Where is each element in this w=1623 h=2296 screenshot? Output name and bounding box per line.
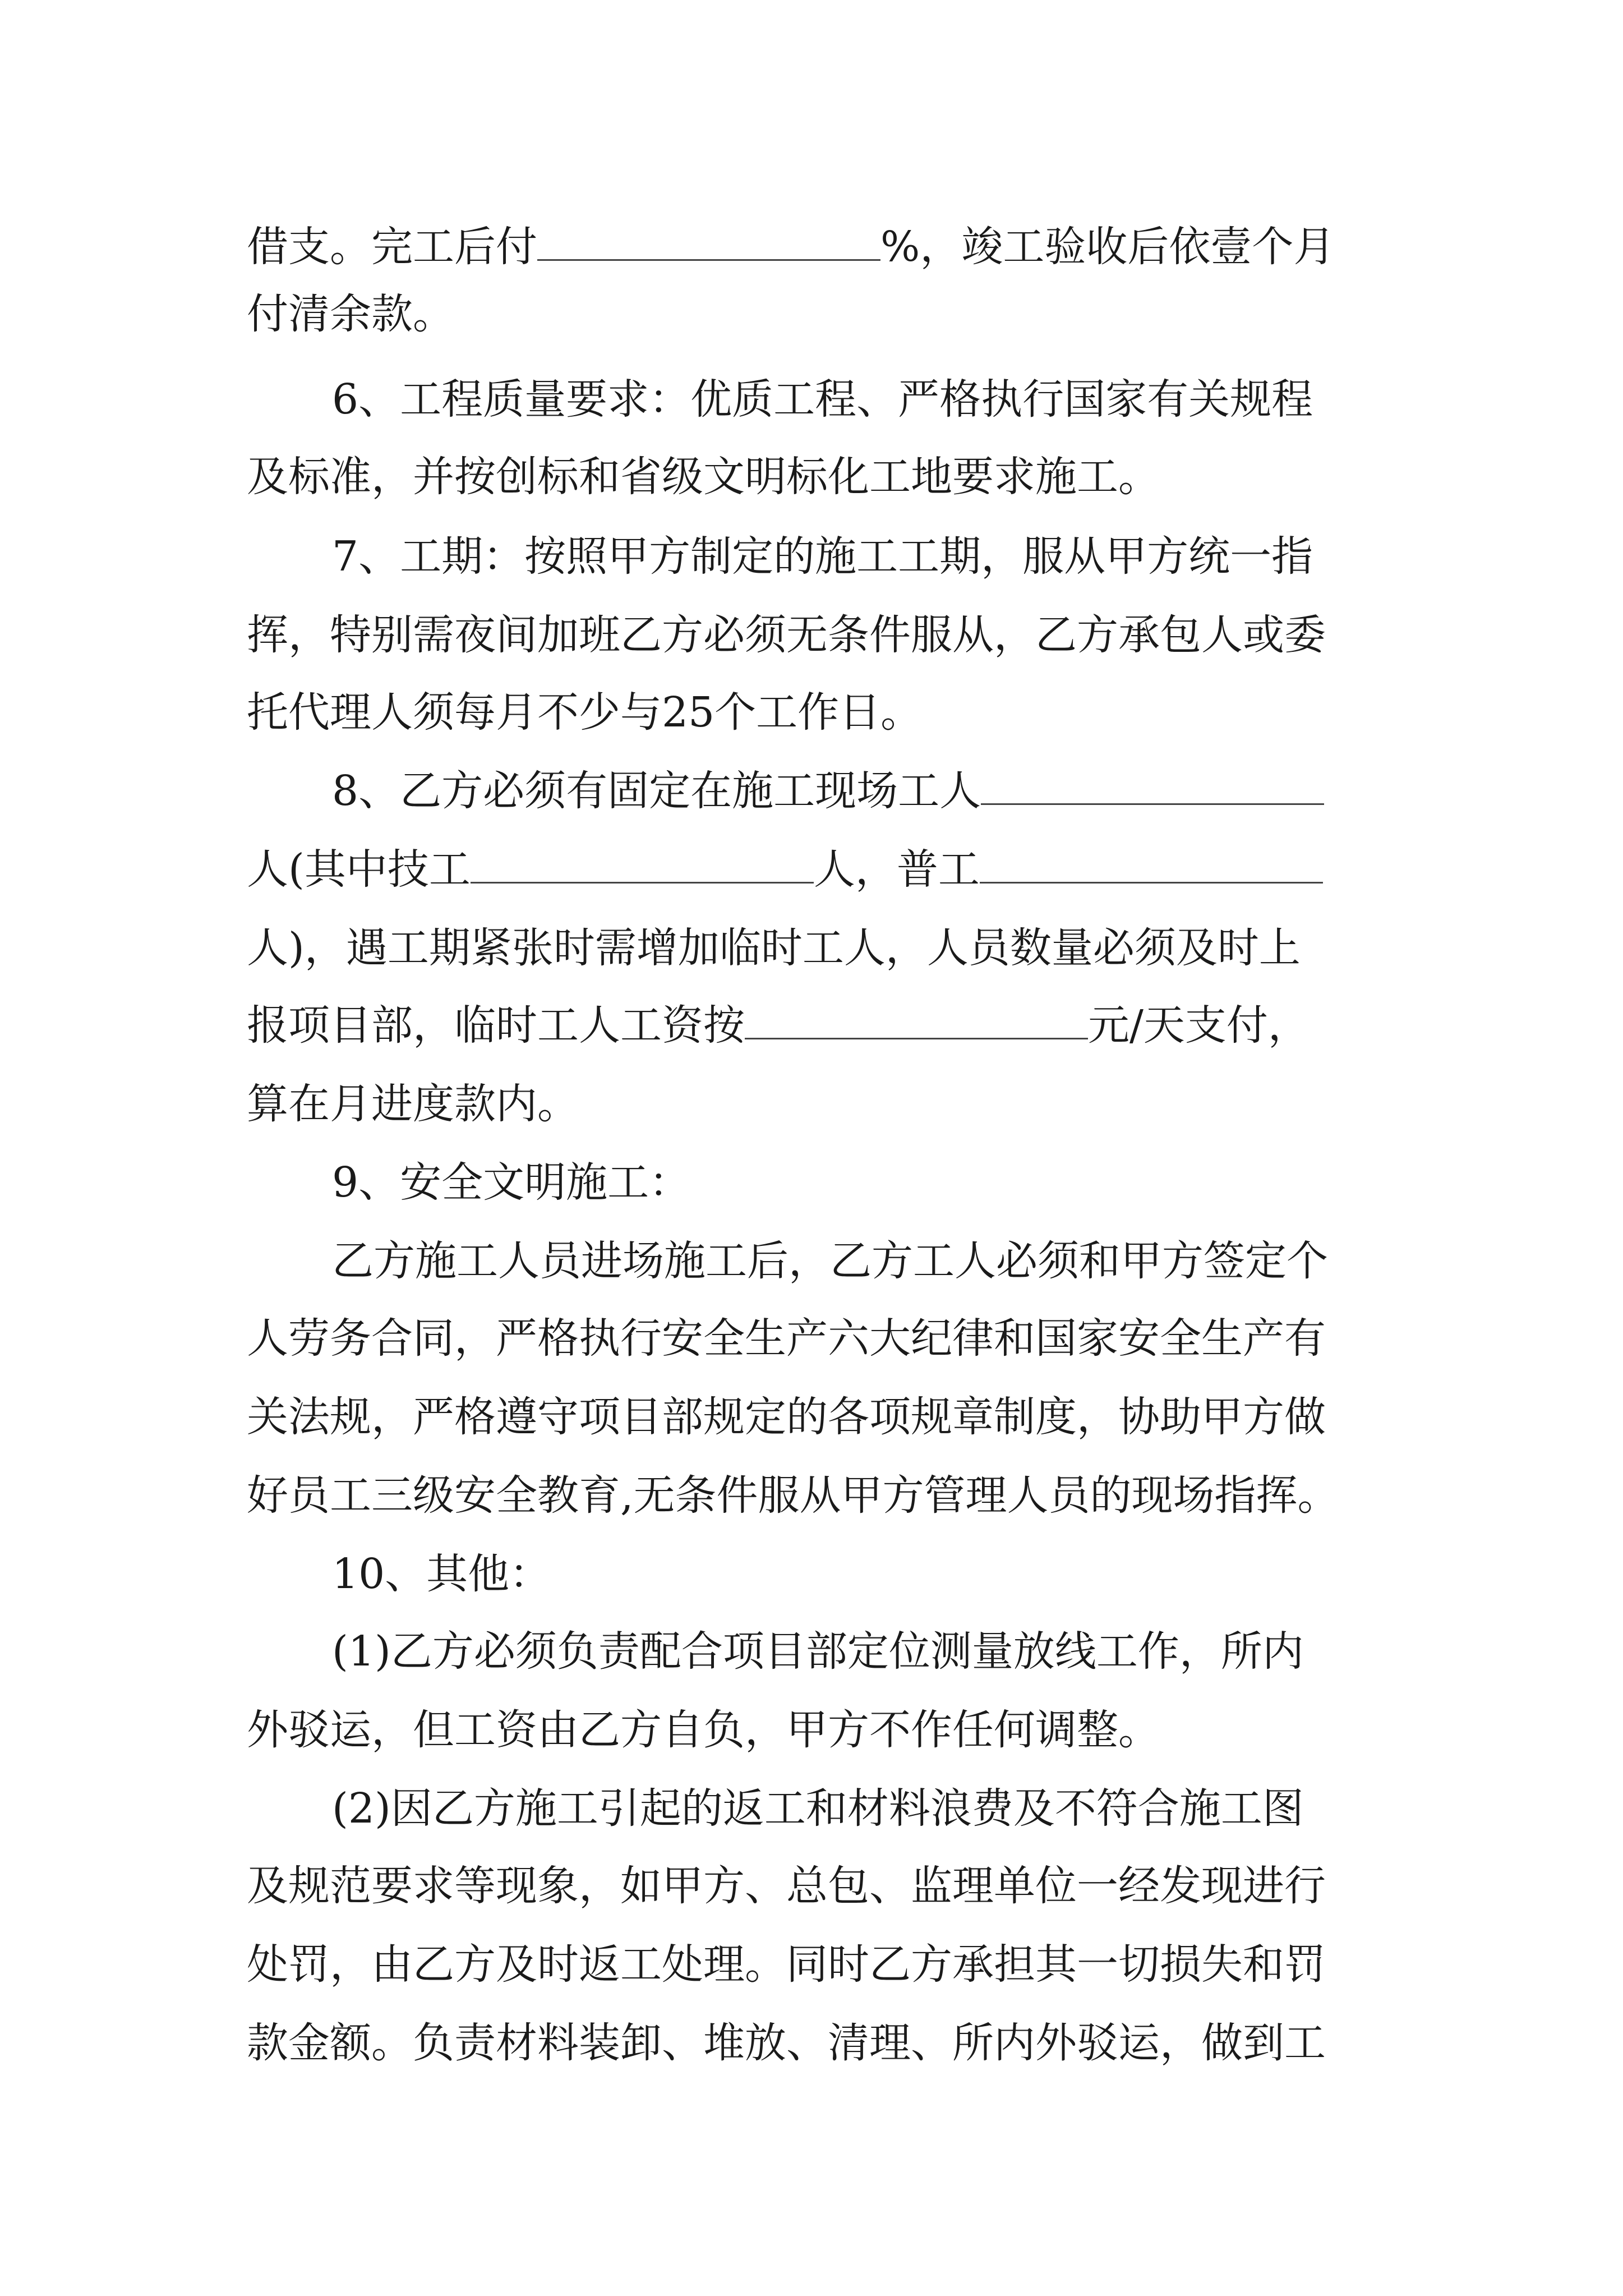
text-line: 人劳务合同，严格执行安全生产六大纪律和国家安全生产有 [247,1314,1326,1363]
text-line: 借支。完工后付 %，竣工验收后依壹个月 [247,213,1335,280]
text-line: (2)因乙方施工引起的返工和材料浪费及不符合施工图 [332,1784,1304,1833]
text-line: 及标准，并按创标和省级文明标化工地要求施工。 [247,453,1160,501]
text-line: 关法规，严格遵守项目部规定的各项规章制度，协助甲方做 [247,1393,1326,1441]
text-line: 付清余款。 [247,290,454,338]
text-line: 外驳运，但工资由乙方自负，甲方不作任何调整。 [247,1706,1160,1754]
text-line: 7、工期：按照甲方制定的施工工期，服从甲方统一指 [332,532,1313,581]
text-line: 8、乙方必须有固定在施工现场工人 [332,757,1324,825]
text-line: 挥，特别需夜间加班乙方必须无条件服从，乙方承包人或委 [247,611,1326,659]
text-line: 9、安全文明施工： [332,1158,691,1207]
text-line: 人)，遇工期紧张时需增加临时工人，人员数量必须及时上 [247,924,1301,972]
fill-in-blank [980,843,1323,884]
text-line: 好员工三级安全教育,无条件服从甲方管理人员的现场指挥。 [247,1471,1339,1520]
text-line: 6、工程质量要求：优质工程、严格执行国家有关规程 [332,375,1313,424]
text-line: 10、其他： [332,1550,551,1598]
fill-in-blank [745,999,1088,1039]
fill-in-blank [471,843,814,884]
text-line: 报项目部，临时工人工资按 元/天支付， [247,992,1310,1059]
fill-in-blank [537,220,880,261]
text-line: 处罚，由乙方及时返工处理。同时乙方承担其一切损失和罚 [247,1940,1326,1989]
text-line: (1)乙方必须负责配合项目部定位测量放线工作，所内 [332,1627,1304,1676]
text-line: 款金额。负责材料装卸、堆放、清理、所内外驳运，做到工 [247,2019,1326,2067]
text-line: 乙方施工人员进场施工后，乙方工人必须和甲方签定个 [332,1237,1328,1285]
text-line: 托代理人须每月不少与25个工作日。 [247,688,923,737]
text-line: 算在月进度款内。 [247,1080,579,1128]
text-line: 及规范要求等现象，如甲方、总包、监理单位一经发现进行 [247,1862,1326,1910]
fill-in-blank [981,764,1324,805]
text-line: 人(其中技工 人，普工 [247,836,1323,903]
